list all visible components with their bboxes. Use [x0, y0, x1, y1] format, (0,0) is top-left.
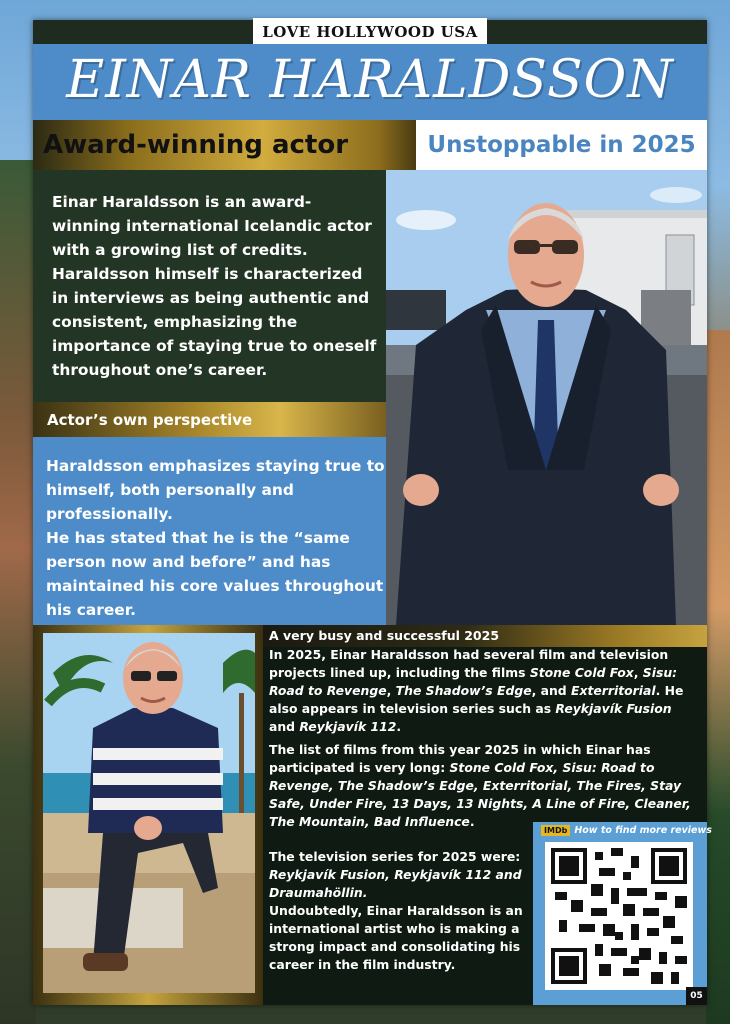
- qr-code[interactable]: [545, 842, 693, 990]
- magazine-brand: LOVE HOLLYWOOD USA: [253, 18, 487, 46]
- imdb-logo-icon: IMDb: [541, 825, 570, 836]
- busy-article: [269, 646, 701, 836]
- tv-intro: The television series for 2025 were:: [269, 849, 521, 864]
- tv-series-article: [269, 848, 531, 974]
- beach-photo: [43, 633, 255, 993]
- page-number: 05: [686, 987, 707, 1005]
- busy-paragraph-2: The list of films from this year 2025 in which Einar has participated is very long: Stone Cold Fox, Sisu: Road to Revenge, The Shadow’s Edge, Exterritorial, The Fires, Stay Safe, Under Fire, 13 Days, 13 Nights, A Line of Fire, Cleaner, The Mountain, Bad Influence.: [269, 742, 691, 829]
- tv-series-list: Reykjavík Fusion, Reykjavík 112 and Draumahöllin.: [269, 867, 522, 900]
- closing-statement: Undoubtedly, Einar Haraldsson is an international artist who is making a strong impact and consolidating his career in the film industry.: [269, 903, 523, 972]
- perspective-text: [46, 454, 391, 622]
- perspective-line-2: He has stated that he is the “same person now and before” and has maintained his core values throughout his career.: [46, 529, 384, 619]
- intro-text: Einar Haraldsson is an award-winning international Icelandic actor with a growing list of credits. Haraldsson himself is characterized in interviews as being authentic and consistent, emphasizing the importance of staying true to oneself throughout one’s career.: [52, 193, 377, 379]
- background-street-left: [0, 160, 36, 1024]
- beach-illustration: [43, 633, 255, 993]
- background-building-right: [706, 330, 730, 1024]
- perspective-heading: Actor’s own perspective: [33, 402, 386, 437]
- portrait-photo-suit: [386, 170, 707, 625]
- portrait-suit-illustration: [386, 170, 707, 625]
- tagline-banner: Award-winning actor: [33, 120, 416, 170]
- reviews-label: [541, 825, 712, 836]
- busy-heading: A very busy and successful 2025: [269, 628, 500, 643]
- busy-paragraph-1: In 2025, Einar Haraldsson had several film and television projects lined up, including the films Stone Cold Fox, Sisu: Road to Revenge, The Shadow’s Edge, and Exterritorial. He also appears in television series such as Reykjavík Fusion and Reykjavík 112.: [269, 647, 684, 734]
- page-title: EINAR HARALDSSON: [66, 50, 674, 110]
- highlight-banner: Unstoppable in 2025: [416, 120, 707, 170]
- reviews-label-text: How to find more reviews: [574, 825, 712, 836]
- qr-code-icon: [551, 848, 687, 984]
- perspective-line-1: Haraldsson emphasizes staying true to himself, both personally and professionally.: [46, 457, 385, 523]
